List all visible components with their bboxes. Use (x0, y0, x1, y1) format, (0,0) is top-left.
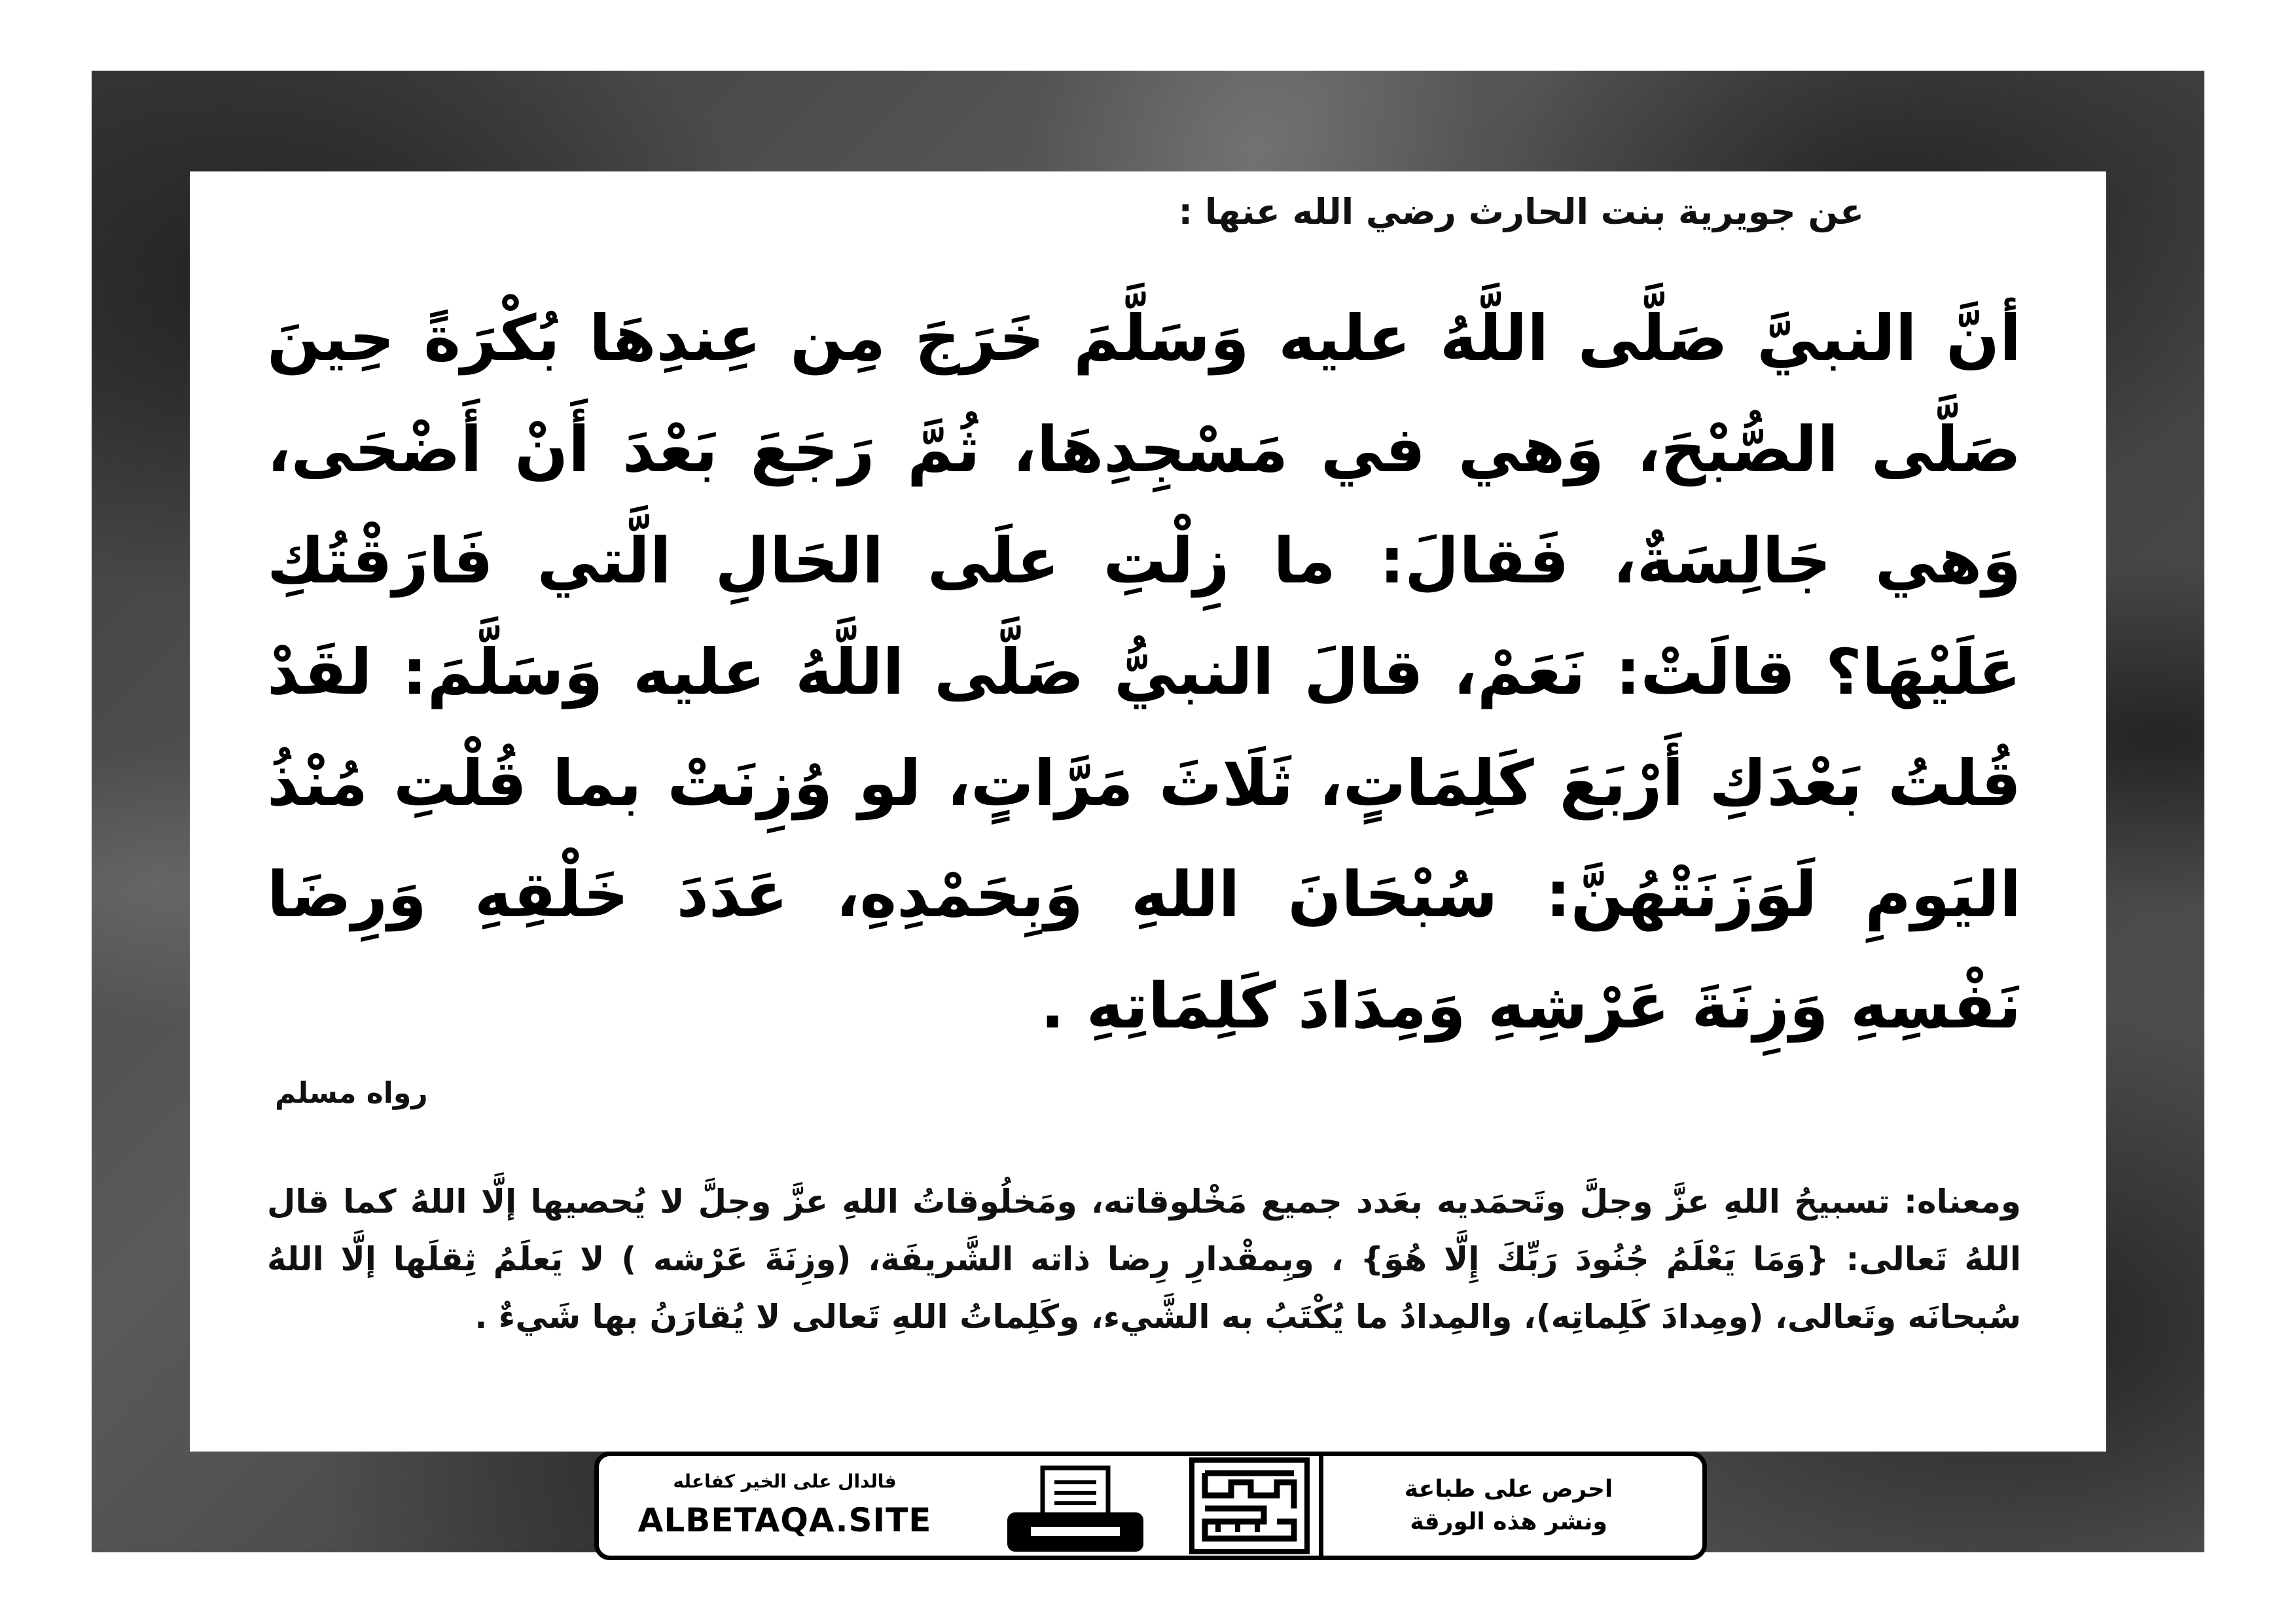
banner-divider (1319, 1456, 1323, 1556)
square-kufic-logo-icon (1185, 1456, 1314, 1556)
site-info (615, 1468, 955, 1544)
site-slogan: فالدال على الخير كفاعله (673, 1471, 897, 1492)
hadith-source: رواه مسلم (275, 1077, 428, 1110)
hadith-text: أنَّ النبيَّ صَلَّى اللَّهُ عليه وَسَلَّمَ خَرَجَ مِن عِندِهَا بُكْرَةً حِينَ صَلَّى الصُّبْحَ، وَهي في مَسْجِدِهَا، ثُمَّ رَجَعَ بَعْدَ أَنْ أَضْحَى، وَهي جَالِسَةٌ، فَقالَ: ما زِلْتِ علَى الحَالِ الَّتي فَارَقْتُكِ عَلَيْهَا؟ قالَتْ: نَعَمْ، قالَ النبيُّ صَلَّى اللَّهُ عليه وَسَلَّمَ: لقَدْ قُلتُ بَعْدَكِ أَرْبَعَ كَلِمَاتٍ، ثَلَاثَ مَرَّاتٍ، لو وُزِنَتْ بما قُلْتِ مُنْذُ اليَومِ لَوَزَنَتْهُنَّ: سُبْحَانَ اللهِ وَبِحَمْدِهِ، عَدَدَ خَلْقِهِ وَرِضَا نَفْسِهِ وَزِنَةَ عَرْشِهِ وَمِدَادَ كَلِمَاتِهِ . (267, 302, 2021, 1043)
print-note-line-1: احرص على طباعة (1404, 1476, 1613, 1503)
printer-icon (1005, 1465, 1162, 1557)
content-panel (190, 171, 2106, 1452)
hadith-explanation: ومعناه: تسبيحُ اللهِ عزَّ وجلَّ وتَحمَديه بعَدد جميع مَخْلوقاته، ومَخلُوقاتُ اللهِ عزَّ وجلَّ لا يُحصيها إلَّا اللهُ كما قال اللهُ تَعالى: {وَمَا يَعْلَمُ جُنُودَ رَبِّكَ إِلَّا هُوَ} ، وبِمقْدارِ رِضا ذاته الشَّريفَة، (وزِنَةَ عَرْشه ) لا يَعلَمُ ثِقلَها إلَّا اللهُ سُبحانَه وتَعالى، (ومِدادَ كَلِماتِه)، والمِدادُ ما يُكْتَبُ به الشَّيء، وكَلِماتُ اللهِ تَعالى لا يُقارَنُ بها شَيءٌ . (267, 1183, 2021, 1336)
print-note-line-2: ونشر هذه الورقة (1410, 1508, 1607, 1535)
site-url-link[interactable]: ALBETAQA.SITE (637, 1501, 932, 1539)
footer-banner (594, 1452, 1707, 1560)
print-note (1332, 1473, 1685, 1539)
hadith-narrator-line: عن جويرية بنت الحارث رضي الله عنها : (1178, 191, 1864, 232)
